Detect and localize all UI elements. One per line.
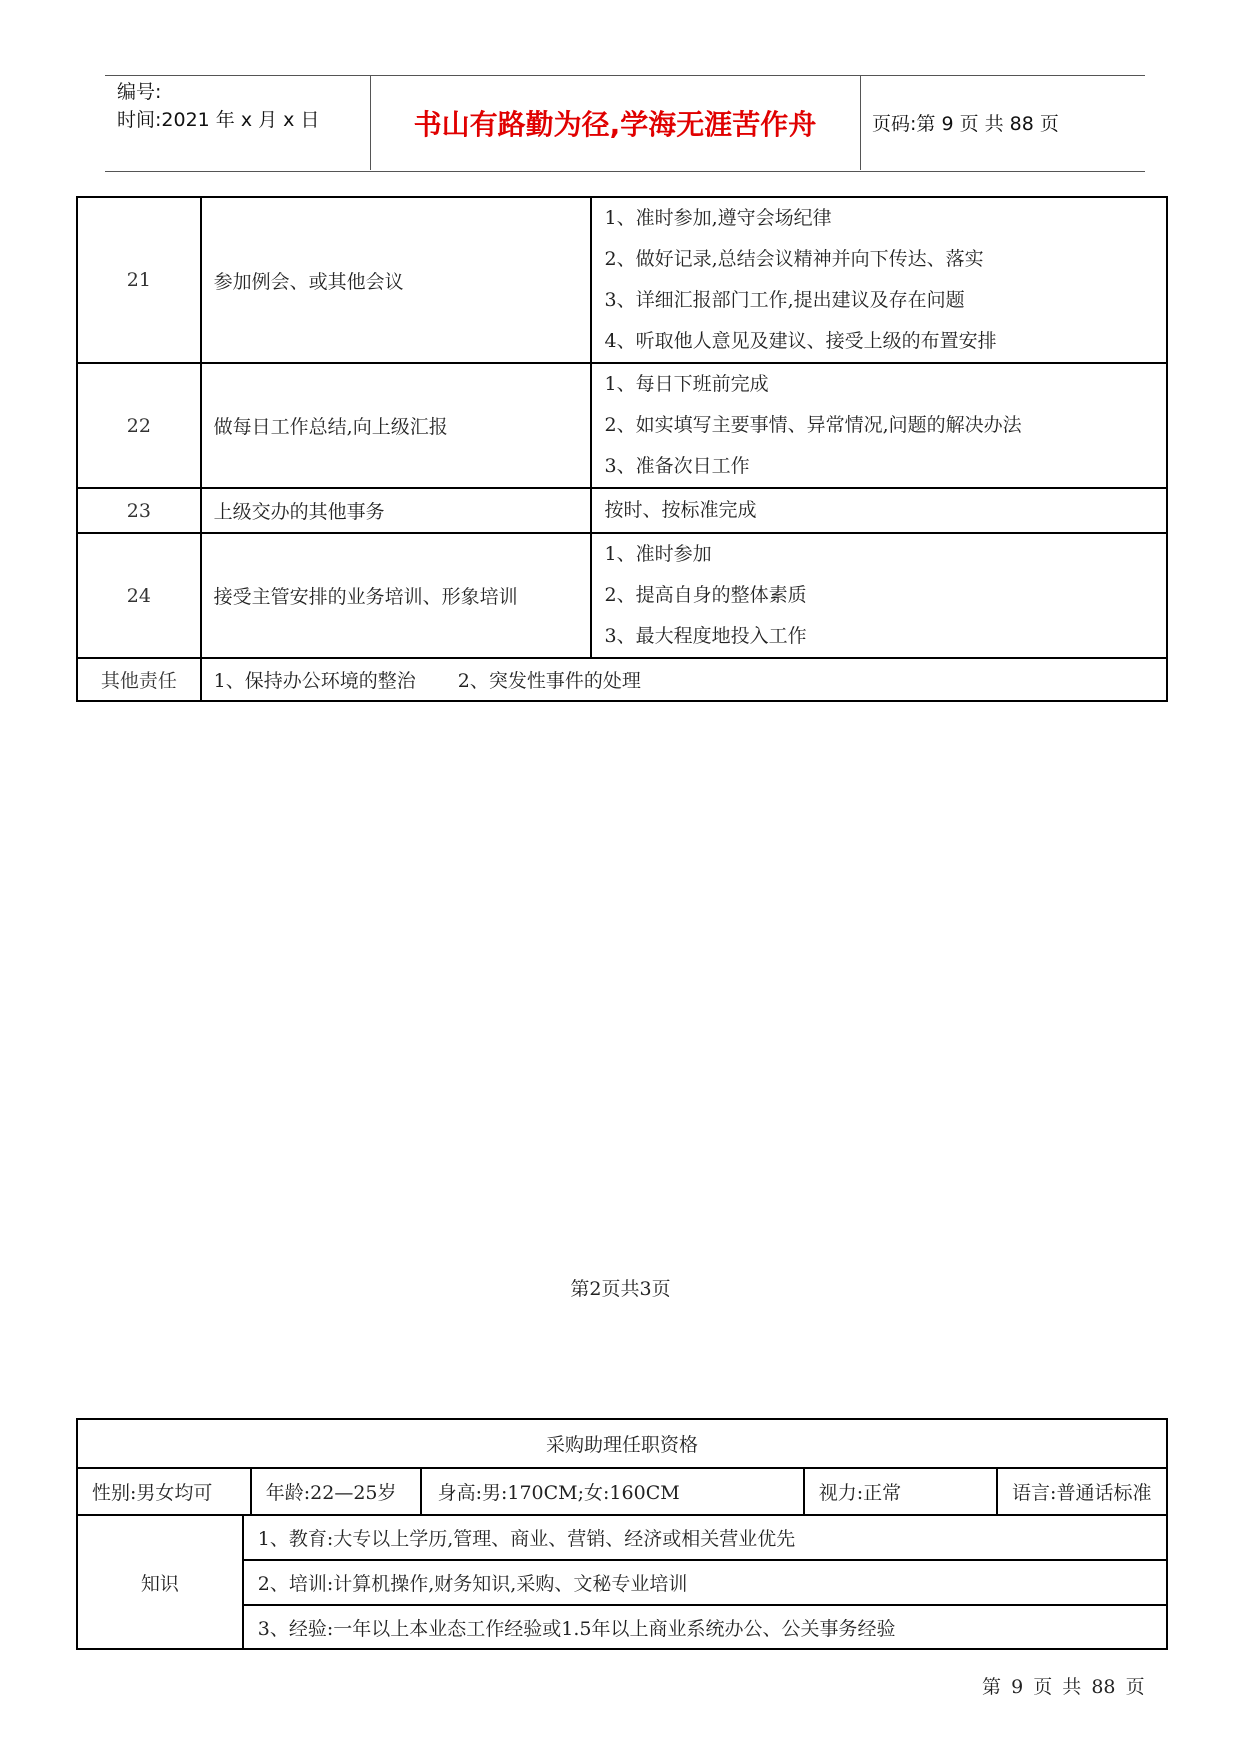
other-duty-item: 2、突发性事件的处理 xyxy=(457,670,641,692)
knowledge-item: 2、培训:计算机操作,财务知识,采购、文秘专业培训 xyxy=(243,1560,1167,1605)
vision-cell: 视力:正常 xyxy=(804,1468,997,1515)
table-row xyxy=(77,658,1167,701)
other-duty-item: 1、保持办公环境的整治 xyxy=(213,670,416,692)
knowledge-label: 知识 xyxy=(77,1515,243,1649)
row-number: 23 xyxy=(77,488,201,533)
header-page-info: 页码:第 9 页 共 88 页 xyxy=(872,113,1059,135)
table-row xyxy=(77,1419,1167,1468)
page-footer xyxy=(980,1672,1147,1699)
header-motto: 书山有路勤为径,学海无涯苦作舟 xyxy=(413,107,817,141)
language-cell: 语言:普通话标准 xyxy=(997,1468,1167,1515)
knowledge-item: 1、教育:大专以上学历,管理、商业、营销、经济或相关营业优先 xyxy=(243,1515,1167,1560)
task-cell: 接受主管安排的业务培训、形象培训 xyxy=(201,533,592,658)
gender-cell: 性别:男女均可 xyxy=(77,1468,251,1515)
task-cell: 参加例会、或其他会议 xyxy=(201,197,592,363)
height-cell: 身高:男:170CM;女:160CM xyxy=(421,1468,804,1515)
footer-text: 共 xyxy=(1062,1676,1082,1698)
other-duties-cell xyxy=(201,658,1167,701)
table-row xyxy=(77,1468,1167,1515)
list-item: 3、准备次日工作 xyxy=(604,455,750,477)
header-divider xyxy=(860,75,861,170)
standards-cell xyxy=(591,533,1167,658)
task-cell: 做每日工作总结,向上级汇报 xyxy=(201,363,592,488)
knowledge-item: 3、经验:一年以上本业态工作经验或1.5年以上商业系统办公、公关事务经验 xyxy=(243,1605,1167,1649)
list-item: 按时、按标准完成 xyxy=(604,499,757,521)
other-duties-label: 其他责任 xyxy=(77,658,201,701)
section-page-footer: 第2页共3页 xyxy=(570,1278,671,1300)
qualifications-title: 采购助理任职资格 xyxy=(77,1419,1167,1468)
footer-page-number: 9 xyxy=(1011,1676,1024,1698)
number-label: 编号: xyxy=(117,81,162,103)
list-item: 3、最大程度地投入工作 xyxy=(604,625,807,647)
qualifications-table xyxy=(76,1418,1168,1650)
row-number: 24 xyxy=(77,533,201,658)
standards-cell xyxy=(591,488,1167,533)
task-cell: 上级交办的其他事务 xyxy=(201,488,592,533)
table-row xyxy=(77,533,1167,658)
list-item: 3、详细汇报部门工作,提出建议及存在问题 xyxy=(604,289,965,311)
footer-text: 第 xyxy=(982,1676,1002,1698)
list-item: 2、提高自身的整体素质 xyxy=(604,584,807,606)
footer-text: 页 xyxy=(1125,1676,1145,1698)
list-item: 1、准时参加 xyxy=(604,543,712,565)
row-number: 21 xyxy=(77,197,201,363)
table-row xyxy=(77,488,1167,533)
table-row xyxy=(77,1515,1167,1560)
age-cell: 年龄:22—25岁 xyxy=(251,1468,421,1515)
list-item: 1、准时参加,遵守会场纪律 xyxy=(604,207,832,229)
duties-table xyxy=(76,196,1168,702)
table-row xyxy=(77,363,1167,488)
time-label: 时间:2021 年 x 月 x 日 xyxy=(117,109,320,131)
list-item: 4、听取他人意见及建议、接受上级的布置安排 xyxy=(604,330,997,352)
standards-cell xyxy=(591,363,1167,488)
row-number: 22 xyxy=(77,363,201,488)
standards-cell xyxy=(591,197,1167,363)
footer-text: 页 xyxy=(1033,1676,1053,1698)
list-item: 2、如实填写主要事情、异常情况,问题的解决办法 xyxy=(604,414,1022,436)
header-left xyxy=(117,78,319,134)
list-item: 1、每日下班前完成 xyxy=(604,373,769,395)
footer-total-pages: 88 xyxy=(1091,1676,1116,1698)
list-item: 2、做好记录,总结会议精神并向下传达、落实 xyxy=(604,248,984,270)
table-row xyxy=(77,197,1167,363)
